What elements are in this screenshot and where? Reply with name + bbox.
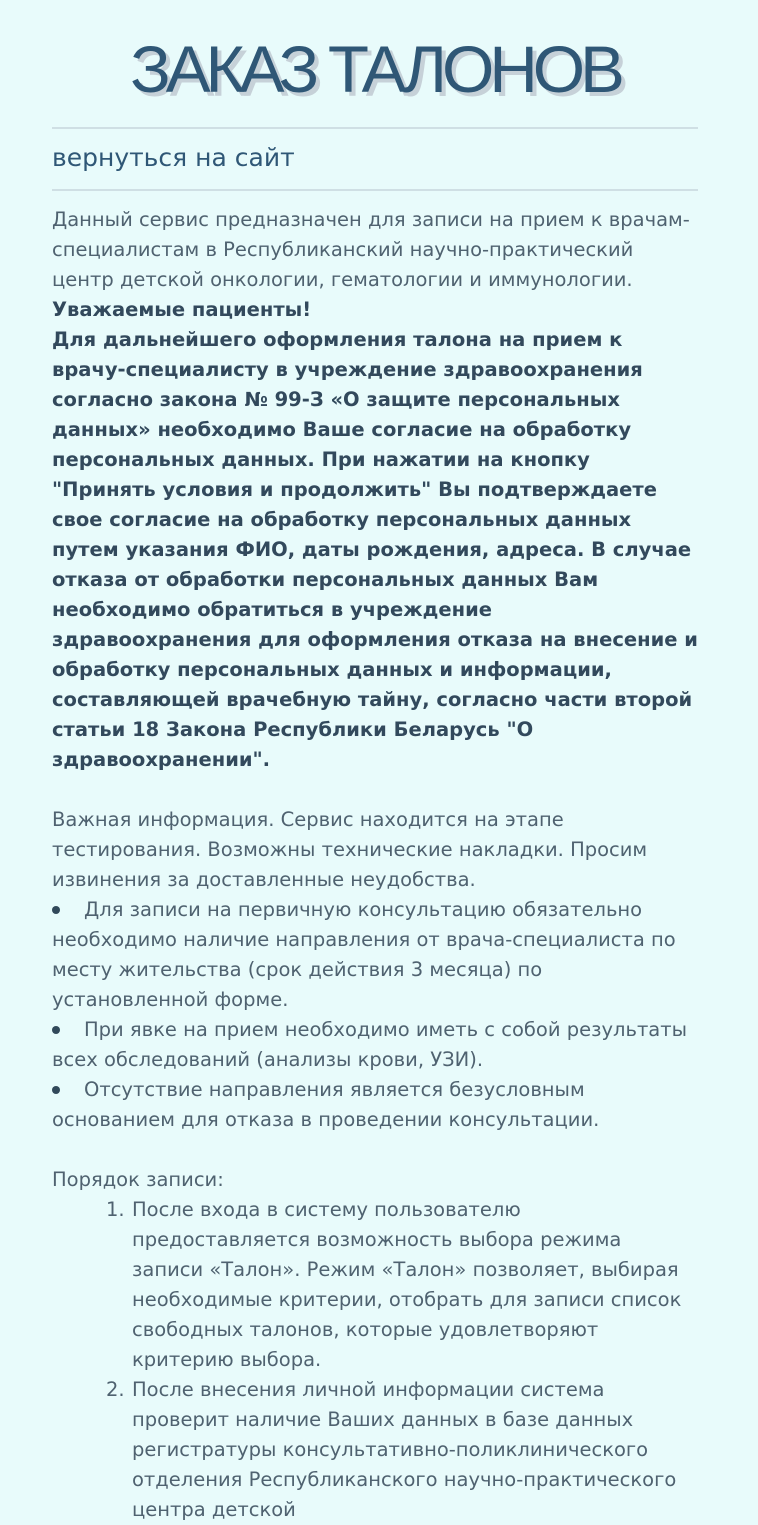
divider-bottom — [52, 189, 698, 191]
step-number: 1. — [106, 1198, 125, 1221]
back-to-site-link[interactable]: вернуться на сайт — [52, 143, 295, 172]
requirements-list — [52, 895, 698, 1135]
list-item: Отсутствие направления является безусловным основанием для отказа в проведении консультации. — [52, 1075, 698, 1135]
step-text: После входа в систему пользователю предоставляется возможность выбора режима записи «Талон». Режим «Талон» позволяет, выбирая необходимые критерии, отобрать для записи список свободных талонов, которые удовлетворяют критерию выбора. — [132, 1198, 682, 1371]
procedure-heading: Порядок записи: — [52, 1168, 224, 1191]
main-content — [52, 205, 698, 1525]
page-title: ЗАКАЗ ТАЛОНОВ — [130, 32, 620, 106]
step-text: После внесения личной информации система проверит наличие Ваших данных в базе данных регистратуры консультативно-поликлинического отделения Республиканского научно-практического центра детской — [132, 1378, 677, 1521]
spacer — [52, 1135, 698, 1165]
spacer — [52, 775, 698, 805]
step-number: 2. — [106, 1378, 125, 1401]
procedure-steps — [52, 1195, 698, 1525]
greeting-text: Уважаемые пациенты! — [52, 298, 312, 321]
list-item — [106, 1195, 698, 1375]
list-item: При явке на прием необходимо иметь с собой результаты всех обследований (анализы крови, УЗИ). — [52, 1015, 698, 1075]
service-description: Данный сервис предназначен для записи на прием к врачам-специалистам в Республиканский научно-практический центр детской онкологии, гематологии и иммунологии. — [52, 208, 690, 291]
important-notice: Важная информация. Сервис находится на этапе тестирования. Возможны технические накладки. Просим извинения за доставленные неудобства. — [52, 808, 648, 891]
list-item — [106, 1375, 698, 1525]
divider-top — [52, 127, 698, 129]
list-item: Для записи на первичную консультацию обязательно необходимо наличие направления от врача-специалиста по месту жительства (срок действия 3 месяца) по установленной форме. — [52, 895, 698, 1015]
consent-text: Для дальнейшего оформления талона на прием к врачу-специалисту в учреждение здравоохранения согласно закона № 99-З «О защите персональных данных» необходимо Ваше согласие на обработку персональных данных. При нажатии на кнопку "Принять условия и продолжить" Вы подтверждаете свое согласие на обработку персональных данных путем указания ФИО, даты рождения, адреса. В случае отказа от обработки персональных данных Вам необходимо обратиться в учреждение здравоохранения для оформления отказа на внесение и обработку персональных данных и информации, составляющей врачебную тайну, согласно части второй статьи 18 Закона Республики Беларусь "О здравоохранении". — [52, 328, 698, 771]
